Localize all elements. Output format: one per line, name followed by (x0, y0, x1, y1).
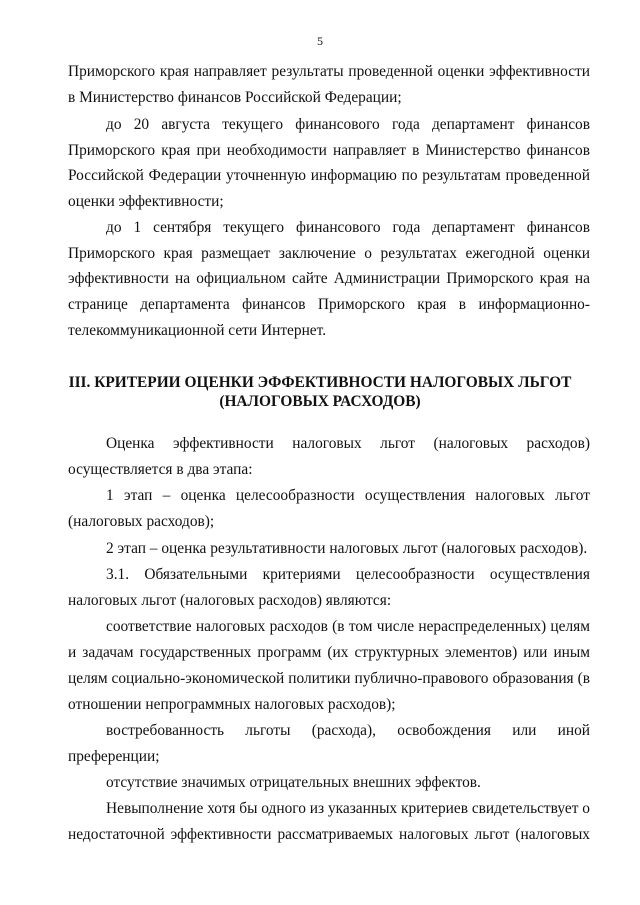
text-line: востребованность льготы (расхода), освобождения или иной (106, 722, 590, 739)
text-line: до 20 августа текущего финансового года департамент финансов (106, 116, 590, 133)
text-line: до 1 сентября текущего финансового года департамент финансов (106, 219, 590, 236)
text-line: налоговых льгот (налоговых расходов) являются: (68, 592, 392, 609)
text-line: 1 этап – оценка целесообразности осуществления налоговых льгот (106, 487, 590, 504)
text-line: (налоговых расходов); (68, 513, 215, 530)
text-line: оценки эффективности; (68, 193, 224, 210)
text-line: преференции; (68, 748, 160, 765)
text-line: странице департамента финансов Приморского края в информационно- (68, 296, 590, 313)
text-line: соответствие налоговых расходов (в том числе нераспределенных) целям (106, 618, 590, 635)
text-line: эффективности на официальном сайте Администрации Приморского края на (68, 270, 590, 287)
text-line: Оценка эффективности налоговых льгот (налоговых расходов) (106, 435, 590, 452)
text-line: отношении непрограммных налоговых расходов); (68, 696, 396, 713)
page-number: 5 (317, 34, 323, 48)
section-heading: (НАЛОГОВЫХ РАСХОДОВ) (219, 393, 421, 410)
text-line: телекоммуникационной сети Интернет. (68, 322, 327, 339)
text-line: и задачам государственных программ (их структурных элементов) или иным (68, 644, 590, 661)
text-line: Невыполнение хотя бы одного из указанных критериев свидетельствует о (106, 800, 590, 817)
text-line: Приморского края размещает заключение о результатах ежегодной оценки (68, 245, 590, 262)
text-line: Приморского края направляет результаты проведенной оценки эффективности (68, 63, 590, 80)
text-line: Российской Федерации уточненную информацию по результатам проведенной (68, 167, 590, 184)
text-line: отсутствие значимых отрицательных внешних эффектов. (106, 774, 481, 791)
text-line: 2 этап – оценка результативности налоговых льгот (налоговых расходов). (106, 540, 588, 557)
text-line: Приморского края при необходимости направляет в Министерство финансов (68, 142, 590, 159)
text-line: осуществляется в два этапа: (68, 461, 253, 478)
section-heading: III. КРИТЕРИИ ОЦЕНКИ ЭФФЕКТИВНОСТИ НАЛОГОВЫХ ЛЬГОТ (68, 374, 572, 391)
text-line: 3.1. Обязательными критериями целесообразности осуществления (106, 566, 590, 583)
text-line: целям социально-экономической политики публично-правового образования (в (68, 670, 590, 687)
text-line: недостаточной эффективности рассматриваемых налоговых льгот (налоговых (68, 826, 590, 843)
text-line: в Министерство финансов Российской Федерации; (68, 89, 402, 106)
